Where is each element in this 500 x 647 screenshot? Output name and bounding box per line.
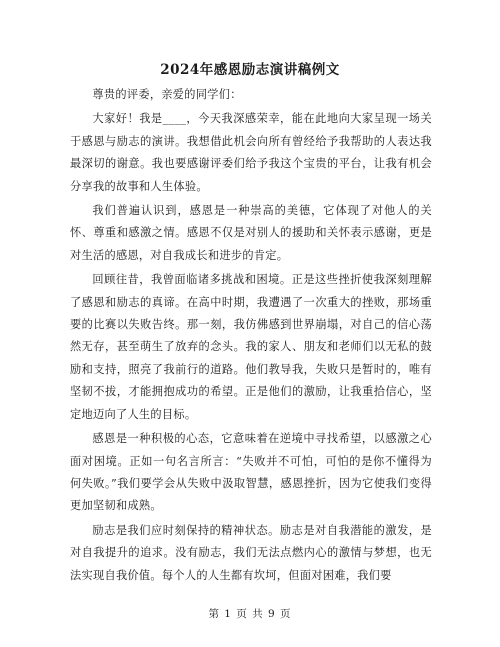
paragraph-3: 回顾往昔，我曾面临诸多挑战和困境。正是这些挫折使我深刻理解了感恩和励志的真谛。在高中时期，我遭遇了一次重大的挫败，那场重要的比赛以失败告终。那一刻，我仿佛感到世界崩塌，对自己的信心荡然无存，甚至萌生了放弃的念头。我的家人、朋友和老师们以无私的鼓励和支持，照亮了我前行的道路。他们教导我，失败只是暂时的，唯有坚韧不拔，才能拥抱成功的希望。正是他们的激励，让我重拾信心，坚定地迈向了人生的目标。 [70, 273, 432, 421]
paragraph-5: 励志是我们应时刻保持的精神状态。励志是对自我潜能的激发，是对自我提升的追求。没有励志，我们无法点燃内心的激情与梦想，也无法实现自我价值。每个人的人生都有坎坷，但面对困难，我们要 [70, 523, 432, 582]
paragraph-1: 大家好！我是____，今天我深感荣幸，能在此地向大家呈现一场关于感恩与励志的演讲。我想借此机会向所有曾经给予我帮助的人表达我最深切的谢意。我也要感谢评委们给予我这个宝贵的平台，让我有机会分享我的故事和人生体验。 [70, 112, 432, 193]
page-number-footer: 第 1 页 共 9 页 [208, 608, 292, 620]
document-title: 2024年感恩励志演讲稿例文 [160, 62, 340, 78]
paragraph-4: 感恩是一种积极的心态，它意味着在逆境中寻找希望，以感激之心面对困境。正如一句名言所言：“失败并不可怕，可怕的是你不懂得为何失败。”我们要学会从失败中汲取智慧，感恩挫折，因为它使我们变得更加坚韧和成熟。 [70, 432, 432, 513]
document-body [70, 84, 432, 587]
salutation: 尊贵的评委，亲爱的同学们： [92, 88, 242, 101]
paragraph-2: 我们普遍认识到，感恩是一种崇高的美德，它体现了对他人的关怀、尊重和感激之情。感恩不仅是对别人的援助和关怀表示感谢，更是对生活的感恩，对自我成长和进步的肯定。 [70, 204, 432, 262]
